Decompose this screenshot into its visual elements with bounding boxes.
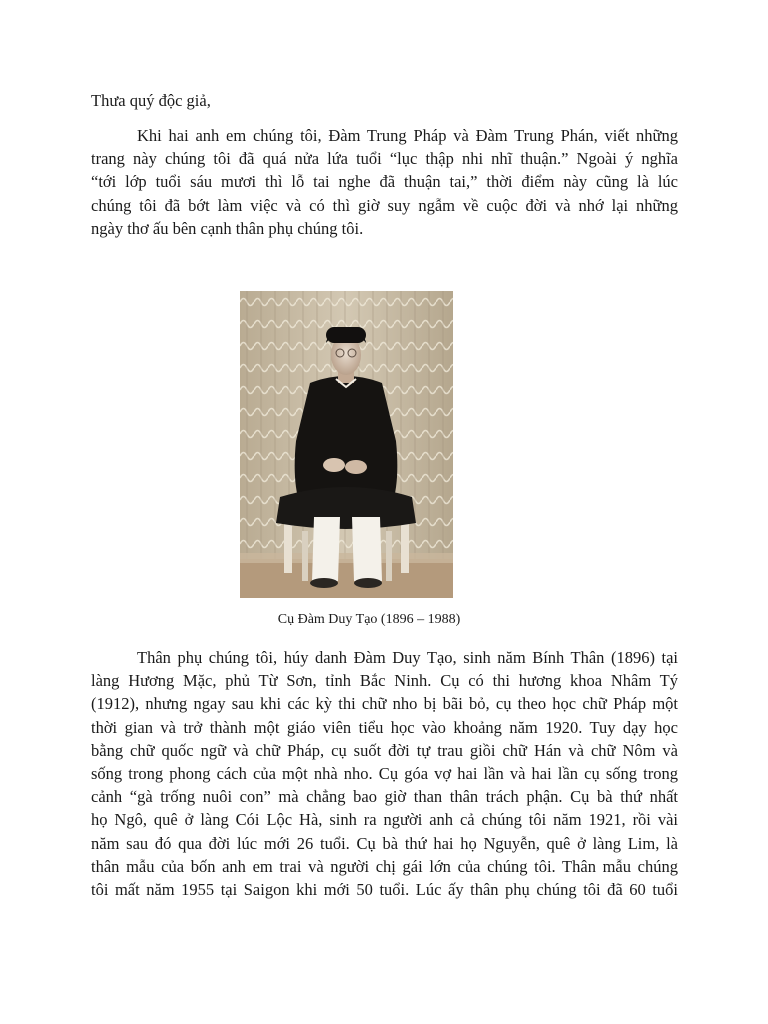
body-line: Thân phụ chúng tôi, húy danh Đàm Duy Tạo, sinh năm Bính Thân (1896) tại	[137, 648, 678, 667]
portrait-illustration	[240, 291, 453, 598]
intro-line: Khi hai anh em chúng tôi, Đàm Trung Pháp và Đàm Trung Phán, viết những	[137, 126, 678, 145]
body-line: họ Ngô, quê ở làng Cói Lộc Hà, sinh ra người anh cả chúng tôi năm 1921, rồi vài	[91, 810, 678, 830]
intro-line: trang này chúng tôi đã quá nửa lứa tuổi “lục thập nhi nhĩ thuận.” Ngoài ý nghĩa	[91, 149, 678, 169]
body-line: cảnh “gà trống nuôi con” mà chẳng bao giờ than thân trách phận. Cụ bà thứ nhất	[91, 787, 678, 807]
portrait-photo	[240, 291, 453, 598]
body-line: làng Hương Mặc, phủ Từ Sơn, tỉnh Bắc Ninh. Cụ có thi hương khoa Nhâm Tý	[91, 671, 678, 691]
salutation: Thưa quý độc giả,	[91, 91, 211, 110]
body-line: sống trong phong cách của một nhà nho. Cụ góa vợ hai lần và hai lần cụ sống trong	[91, 764, 678, 784]
intro-line: ngày thơ ấu bên cạnh thân phụ chúng tôi.	[91, 218, 364, 238]
body-line: tôi mất năm 1955 tại Saigon khi mới 50 tuổi. Lúc ấy thân phụ chúng tôi đã 60 tuổi	[91, 880, 678, 900]
photo-caption	[0, 611, 768, 629]
intro-paragraph	[91, 124, 678, 240]
intro-line: “tới lớp tuổi sáu mươi thì lỗ tai nghe đã thuận tai,” thời điểm này cũng là lúc	[91, 172, 678, 192]
caption-text: Cụ Đàm Duy Tạo (1896 – 1988)	[277, 612, 461, 627]
body-line: năm sau đó qua đời lúc mới 26 tuổi. Cụ bà thứ hai họ Nguyễn, quê ở làng Lim, là	[91, 833, 678, 853]
body-line: (1912), nhưng ngay sau khi các kỳ thi chữ nho bị bãi bỏ, cụ theo học chữ Pháp một	[91, 694, 678, 714]
body-line: thân mẫu của bốn anh em trai và người chị gái lớn của chúng tôi. Thân mẫu chúng	[91, 856, 678, 876]
body-paragraph	[91, 646, 678, 901]
body-line: thời gian và trở thành một giáo viên tiểu học vào khoảng năm 1920. Tuy dạy học	[91, 717, 678, 737]
intro-line: chúng tôi đã bớt làm việc và có thì giờ suy ngẫm về cuộc đời và nhớ lại những	[91, 195, 678, 215]
body-line: bằng chữ quốc ngữ và chữ Pháp, cụ suốt đời tự trau giồi chữ Hán và chữ Nôm và	[91, 740, 678, 760]
